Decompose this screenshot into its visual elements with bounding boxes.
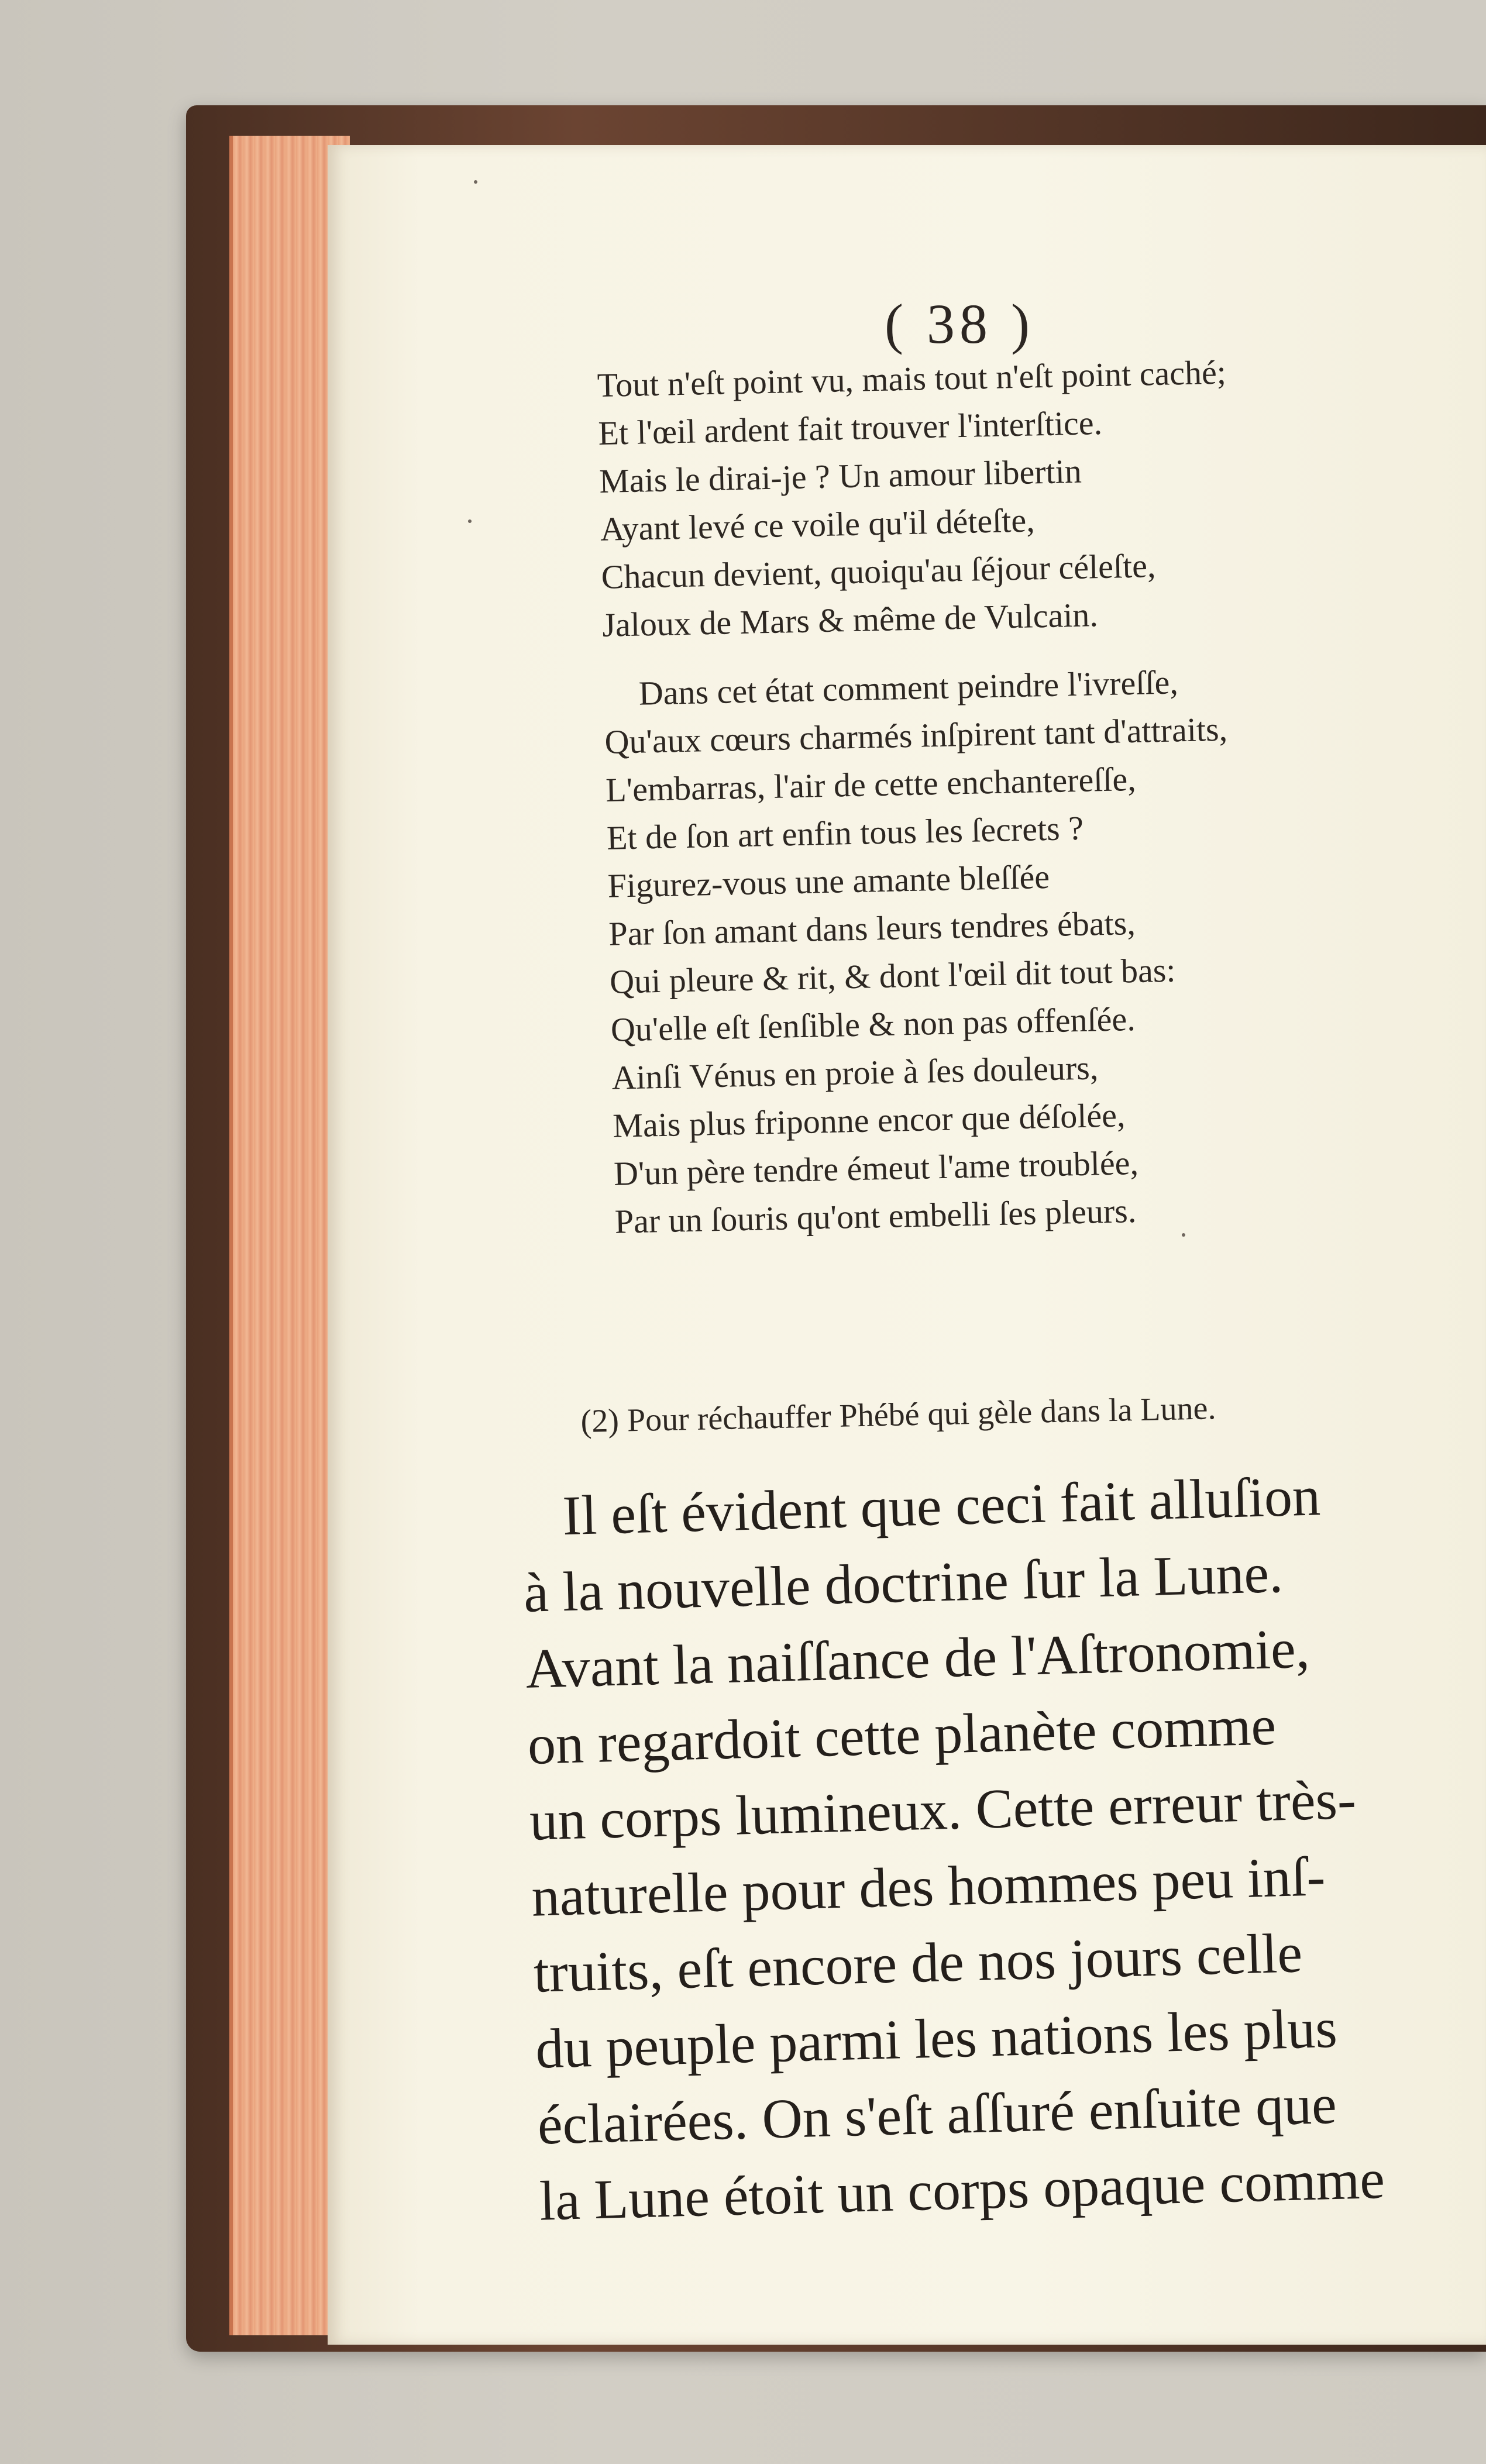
- poem: [597, 343, 1486, 1267]
- prose-line: naturelle pour des hommes peu inſ-: [531, 1844, 1326, 1928]
- poem-line: L'embarras, l'air de cette enchantereſſe,: [605, 759, 1137, 809]
- scan-speck: [468, 519, 472, 523]
- scan-speck: [474, 180, 477, 184]
- poem-line: Mais le dirai-je ? Un amour libertin: [598, 452, 1082, 500]
- poem-line: Mais plus friponne encor que déſolée,: [612, 1096, 1126, 1145]
- poem-line: Et l'œil ardent fait trouver l'interſtice.: [597, 403, 1103, 452]
- poem-line: Et de ſon art enfin tous les ſecrets ?: [606, 808, 1084, 857]
- prose-line: un corps lumineux. Cette erreur très-: [528, 1767, 1357, 1852]
- prose-line: truits, eſt encore de nos jours celle: [532, 1921, 1303, 2004]
- poem-line: Par un ſouris qu'ont embelli ſes pleurs.: [614, 1192, 1137, 1241]
- poem-line: Ainſi Vénus en proie à ſes douleurs,: [611, 1048, 1099, 1097]
- footnote: (2) Pour réchauffer Phébé qui gèle dans la Lune.: [580, 1390, 1216, 1440]
- scan-speck: [1182, 1233, 1185, 1237]
- book-page: [328, 145, 1486, 2345]
- poem-line: Par ſon amant dans leurs tendres ébats,: [608, 903, 1136, 953]
- poem-stanza-1: [597, 343, 1480, 649]
- poem-line: Figurez-vous une amante bleſſée: [607, 857, 1050, 905]
- prose-line: à la nouvelle doctrine ſur la Lune.: [522, 1541, 1284, 1624]
- poem-line: Chacun devient, quoiqu'au ſéjour céleſte,: [601, 546, 1156, 596]
- page-number: ( 38 ): [885, 292, 1034, 355]
- poem-line: Qui pleure & rit, & dont l'œil dit tout bas:: [609, 951, 1177, 1001]
- prose-line: on regardoit cette planète comme: [527, 1694, 1277, 1776]
- poem-line: Ayant levé ce voile qu'il déteſte,: [600, 501, 1036, 548]
- poem-line: Jaloux de Mars & même de Vulcain.: [601, 596, 1099, 644]
- prose-line: du peuple parmi les nations les plus: [535, 1996, 1338, 2080]
- prose-paragraph: [521, 1454, 1486, 2239]
- poem-stanza-2: [603, 652, 1486, 1245]
- poem-line: Qu'aux cœurs charmés inſpirent tant d'attraits,: [604, 710, 1228, 761]
- poem-line: D'un père tendre émeut l'ame troublée,: [613, 1143, 1139, 1193]
- poem-line: Qu'elle eſt ſenſible & non pas offenſée.: [610, 999, 1136, 1049]
- prose-line: Avant la naiſſance de l'Aſtronomie,: [525, 1616, 1310, 1700]
- prose-line: la Lune étoit un corps opaque comme: [538, 2147, 1386, 2232]
- prose-line: éclairées. On s'eſt aſſuré enſuite que: [536, 2072, 1337, 2156]
- page-content: [328, 145, 1486, 2345]
- poem-line: Dans cet état comment peindre l'ivreſſe,: [638, 663, 1179, 713]
- prose-line: Il eſt évident que ceci fait alluſion: [562, 1464, 1322, 1547]
- poem-line: Tout n'eſt point vu, mais tout n'eſt point caché;: [597, 353, 1227, 404]
